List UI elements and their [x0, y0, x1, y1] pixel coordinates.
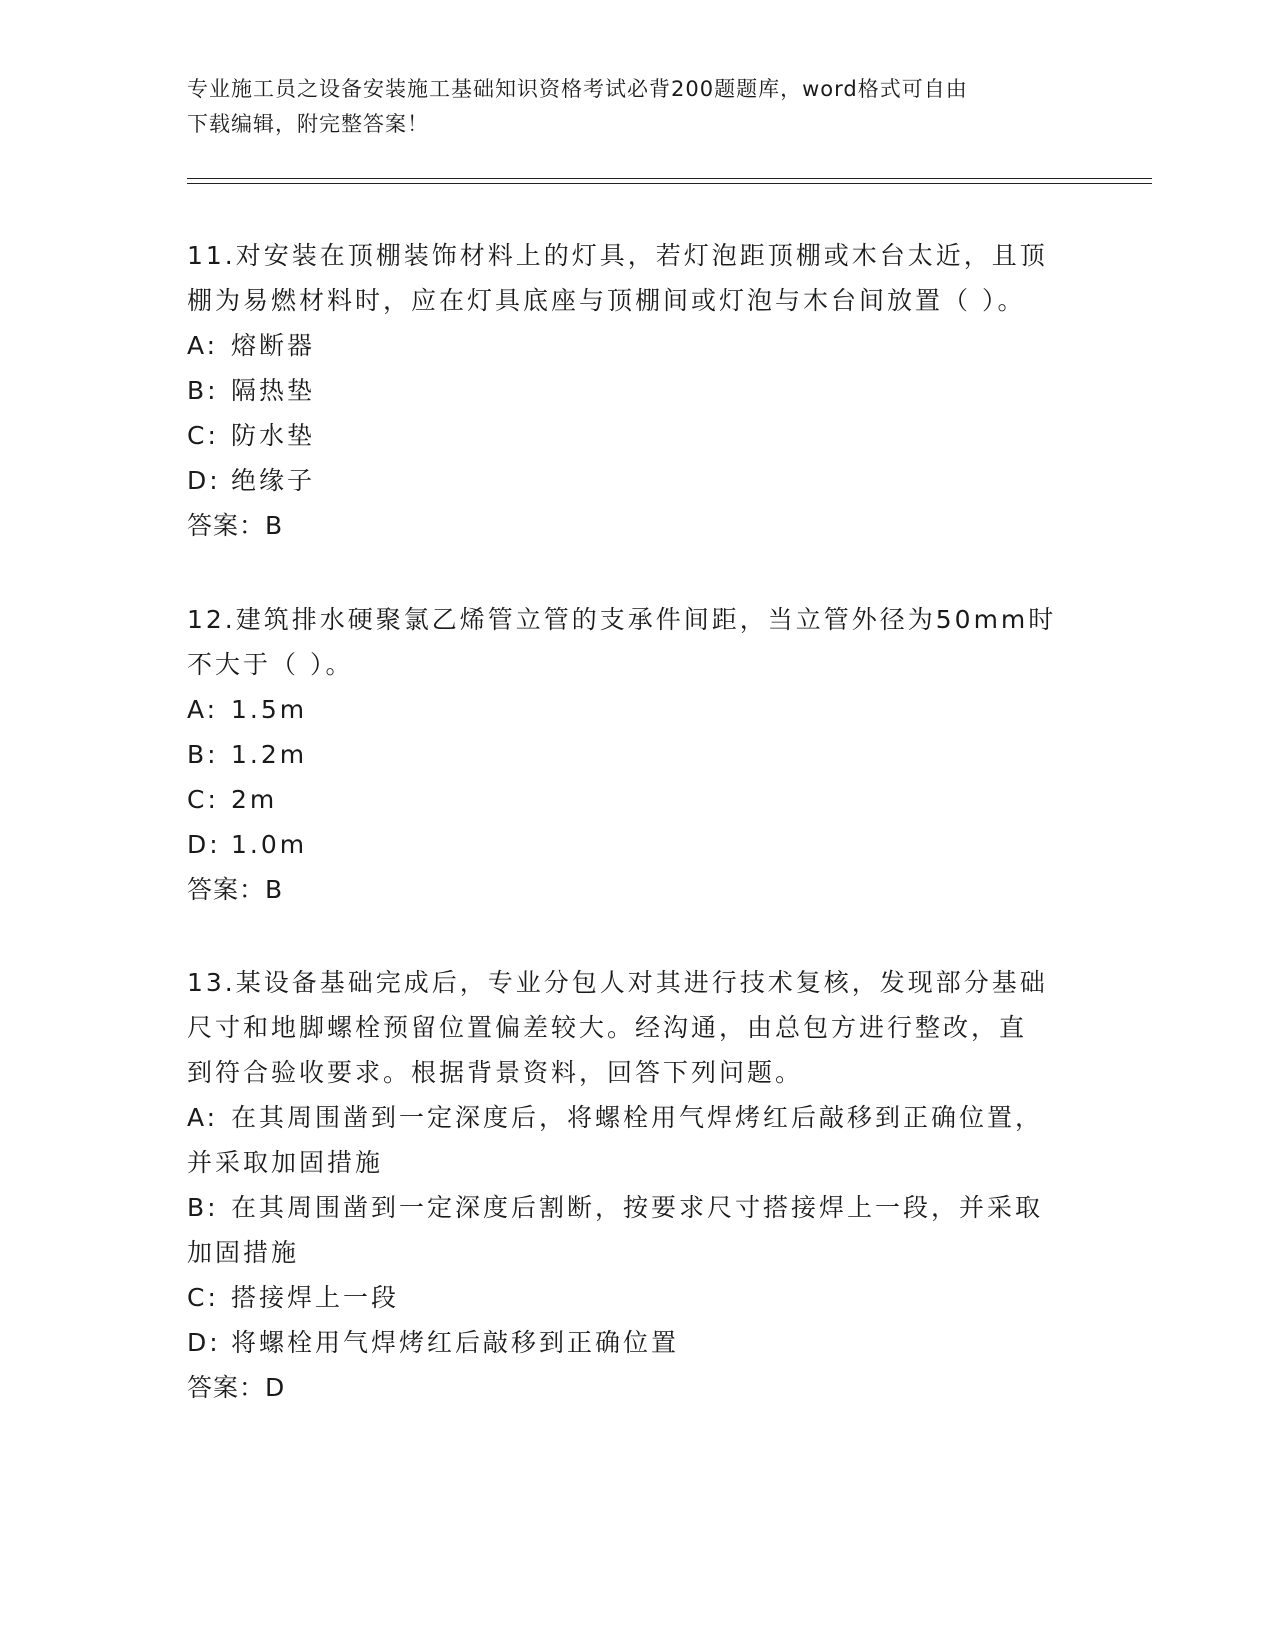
question-12 — [187, 597, 1087, 912]
option-text: 搭接焊上一段 — [231, 1283, 400, 1312]
option-text: 防水垫 — [231, 421, 316, 450]
option-c — [187, 777, 1087, 822]
option-letter: B: — [187, 740, 219, 769]
stem-line: 13.某设备基础完成后，专业分包人对其进行技术复核，发现部分基础 — [187, 968, 1048, 997]
stem-line: 尺寸和地脚螺栓预留位置偏差较大。经沟通，由总包方进行整改，直 — [187, 1013, 1028, 1042]
option-text: 在其周围凿到一定深度后割断，按要求尺寸搭接焊上一段，并采取 — [231, 1193, 1044, 1222]
option-d — [187, 458, 1087, 503]
option-letter: A: — [187, 1103, 219, 1132]
option-d — [187, 822, 1087, 867]
stem-line: 不大于（ ）。 — [187, 650, 354, 679]
option-letter: C: — [187, 421, 219, 450]
option-text: 绝缘子 — [231, 466, 316, 495]
stem-line: 到符合验收要求。根据背景资料，回答下列问题。 — [187, 1058, 804, 1087]
option-a — [187, 323, 1087, 368]
question-13 — [187, 960, 1087, 1410]
option-a — [187, 1095, 1087, 1185]
option-letter: B: — [187, 376, 219, 405]
option-text: 2m — [231, 785, 278, 814]
option-text: 1.5m — [231, 695, 308, 724]
question-11 — [187, 233, 1087, 548]
option-letter: C: — [187, 785, 219, 814]
option-text: 隔热垫 — [231, 376, 316, 405]
option-c — [187, 413, 1087, 458]
header-line-1: 专业施工员之设备安装施工基础知识资格考试必背200题题库，word格式可自由 — [187, 77, 968, 101]
option-b — [187, 1185, 1087, 1275]
option-letter: D: — [187, 1328, 221, 1357]
option-letter: A: — [187, 695, 219, 724]
stem-line: 棚为易燃材料时，应在灯具底座与顶棚间或灯泡与木台间放置（ ）。 — [187, 286, 1026, 315]
stem-line: 12.建筑排水硬聚氯乙烯管立管的支承件间距，当立管外径为50mm时 — [187, 605, 1057, 634]
option-text-continued: 并采取加固措施 — [187, 1148, 384, 1177]
question-stem — [187, 233, 1087, 323]
option-text-continued: 加固措施 — [187, 1238, 300, 1267]
option-letter: A: — [187, 331, 219, 360]
option-text: 将螺栓用气焊烤红后敲移到正确位置 — [231, 1328, 680, 1357]
option-text: 1.0m — [231, 830, 308, 859]
question-stem — [187, 597, 1087, 687]
answer-label: 答案：B — [187, 511, 284, 540]
option-text: 1.2m — [231, 740, 308, 769]
header-divider-bottom — [187, 183, 1152, 184]
option-c — [187, 1275, 1087, 1320]
question-stem — [187, 960, 1087, 1095]
option-text: 在其周围凿到一定深度后，将螺栓用气焊烤红后敲移到正确位置， — [231, 1103, 1044, 1132]
header-divider-top — [187, 178, 1152, 179]
answer-label: 答案：B — [187, 875, 284, 904]
option-letter: C: — [187, 1283, 219, 1312]
option-d — [187, 1320, 1087, 1365]
option-text: 熔断器 — [231, 331, 316, 360]
option-b — [187, 732, 1087, 777]
header-line-2: 下载编辑，附完整答案！ — [187, 112, 429, 136]
option-b — [187, 368, 1087, 413]
option-letter: D: — [187, 830, 221, 859]
answer-label: 答案：D — [187, 1373, 286, 1402]
document-header — [187, 72, 1087, 142]
option-letter: D: — [187, 466, 221, 495]
option-letter: B: — [187, 1193, 219, 1222]
option-a — [187, 687, 1087, 732]
stem-line: 11.对安装在顶棚装饰材料上的灯具，若灯泡距顶棚或木台太近，且顶 — [187, 241, 1048, 270]
